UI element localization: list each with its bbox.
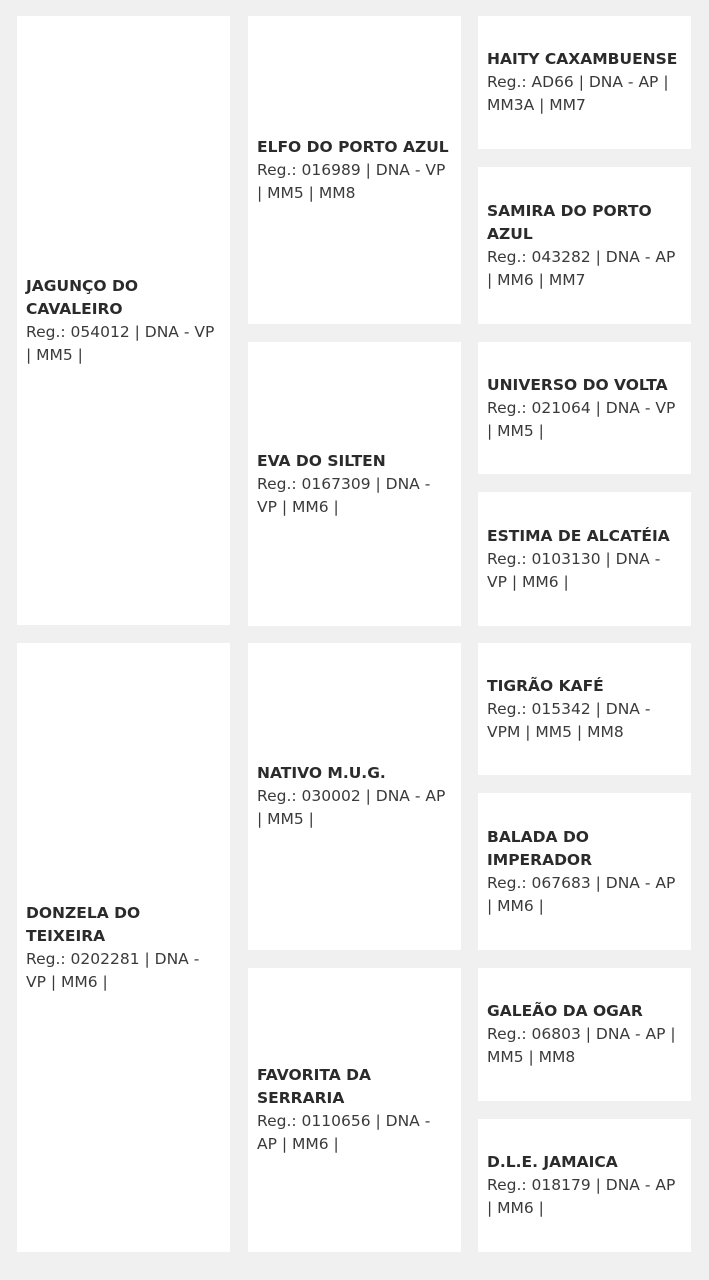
pedigree-card-grandparent[interactable]: [248, 643, 461, 950]
pedigree-card-grandparent[interactable]: [248, 16, 461, 324]
animal-name: FAVORITA DA SERRARIA: [257, 1066, 371, 1107]
animal-name: GALEÃO DA OGAR: [487, 1002, 643, 1020]
animal-registration: Reg.: 0167309 | DNA - VP | MM6 |: [257, 474, 431, 516]
animal-name: BALADA DO IMPERADOR: [487, 827, 593, 869]
animal-name: D.L.E. JAMAICA: [487, 1153, 618, 1171]
animal-registration: Reg.: 016989 | DNA - VP | MM5 | MM8: [257, 160, 446, 202]
animal-name: SAMIRA DO PORTO AZUL: [487, 201, 652, 243]
pedigree-card-great-grandparent[interactable]: [478, 968, 691, 1101]
animal-registration: Reg.: 015342 | DNA - VPM | MM5 | MM8: [487, 699, 651, 741]
animal-registration: Reg.: 043282 | DNA - AP | MM6 | MM7: [487, 247, 676, 289]
pedigree-card-great-grandparent[interactable]: [478, 16, 691, 149]
pedigree-card-parent[interactable]: [17, 643, 230, 1252]
animal-registration: Reg.: AD66 | DNA - AP | MM3A | MM7: [487, 73, 669, 114]
animal-registration: Reg.: 067683 | DNA - AP | MM6 |: [487, 873, 676, 915]
animal-registration: Reg.: 021064 | DNA - VP | MM5 |: [487, 398, 676, 440]
animal-name: UNIVERSO DO VOLTA: [487, 375, 668, 394]
pedigree-card-great-grandparent[interactable]: [478, 793, 691, 950]
animal-registration: Reg.: 0103130 | DNA - VP | MM6 |: [487, 549, 661, 591]
pedigree-card-grandparent[interactable]: [248, 342, 461, 626]
animal-name: ESTIMA DE ALCATÉIA: [487, 526, 670, 545]
pedigree-card-great-grandparent[interactable]: [478, 492, 691, 626]
animal-registration: Reg.: 030002 | DNA - AP | MM5 |: [257, 787, 446, 828]
animal-name: JAGUNÇO DO CAVALEIRO: [26, 276, 139, 318]
animal-name: NATIVO M.U.G.: [257, 764, 386, 782]
animal-registration: Reg.: 0202281 | DNA - VP | MM6 |: [26, 949, 200, 991]
animal-registration: Reg.: 0110656 | DNA - AP | MM6 |: [257, 1112, 431, 1153]
animal-registration: Reg.: 054012 | DNA - VP | MM5 |: [26, 322, 215, 364]
animal-name: DONZELA DO TEIXEIRA: [26, 903, 141, 945]
pedigree-card-great-grandparent[interactable]: [478, 1119, 691, 1252]
pedigree-card-great-grandparent[interactable]: [478, 342, 691, 474]
animal-name: EVA DO SILTEN: [257, 451, 386, 470]
pedigree-card-great-grandparent[interactable]: [478, 167, 691, 324]
pedigree-card-grandparent[interactable]: [248, 968, 461, 1252]
pedigree-card-parent[interactable]: [17, 16, 230, 625]
animal-name: ELFO DO PORTO AZUL: [257, 137, 449, 156]
animal-name: TIGRÃO KAFÉ: [487, 676, 604, 695]
animal-registration: Reg.: 06803 | DNA - AP | MM5 | MM8: [487, 1025, 676, 1066]
animal-name: HAITY CAXAMBUENSE: [487, 50, 678, 68]
animal-registration: Reg.: 018179 | DNA - AP | MM6 |: [487, 1176, 676, 1217]
pedigree-card-great-grandparent[interactable]: [478, 643, 691, 775]
